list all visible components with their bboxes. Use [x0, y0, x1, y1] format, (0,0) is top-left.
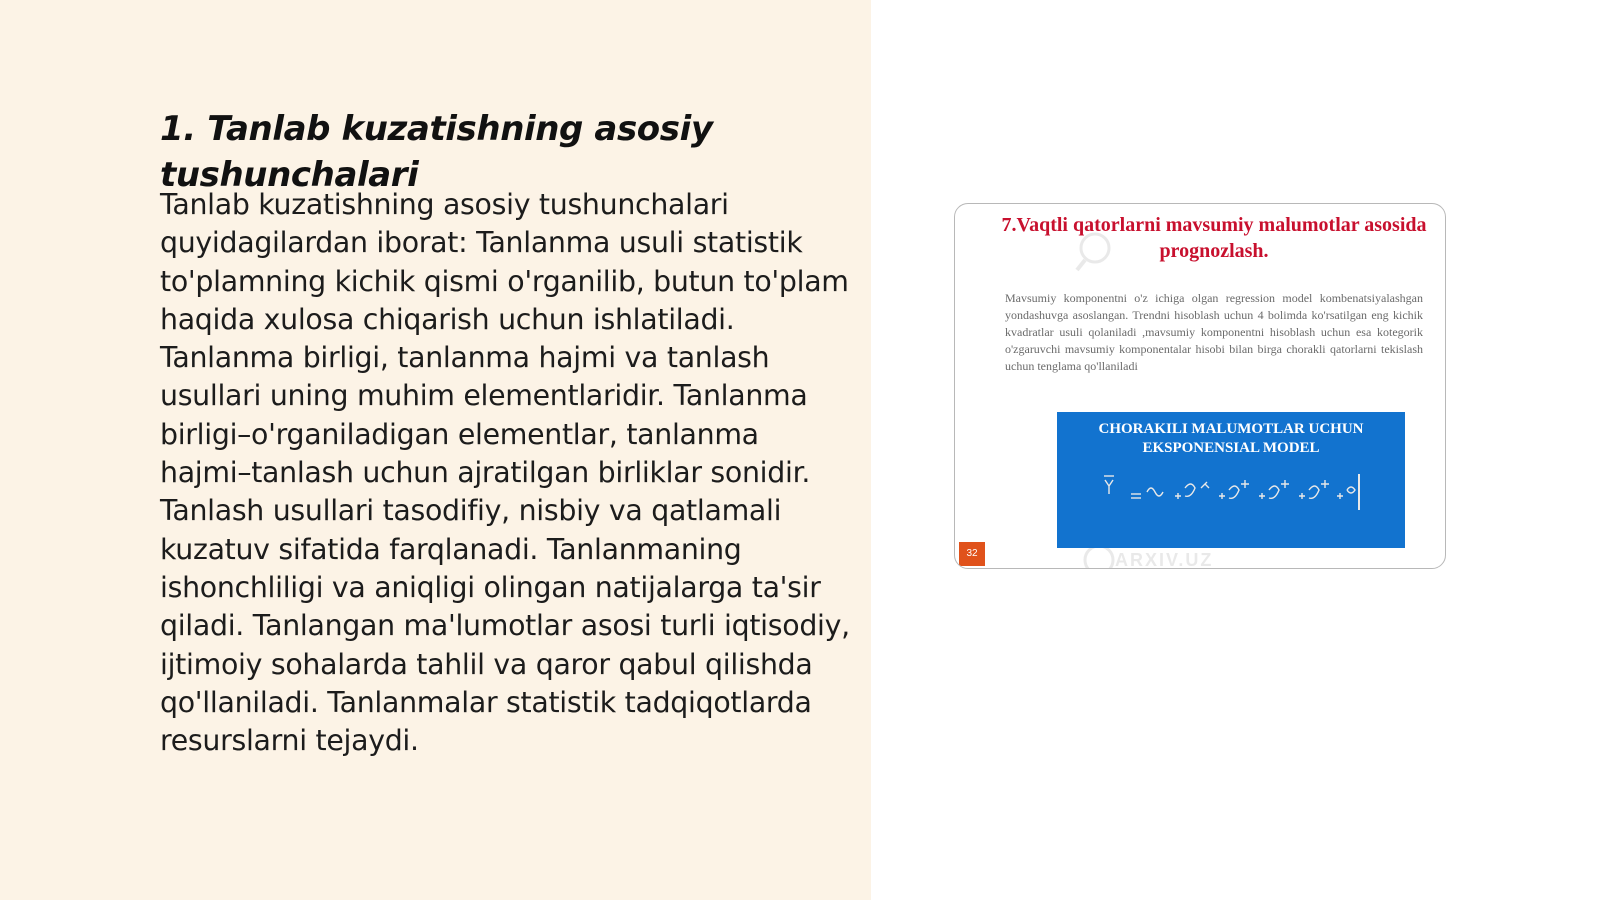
thumbnail-title: 7.Vaqtli qatorlarni mavsumiy malumotlar asosida prognozlash. [1001, 214, 1427, 262]
page-number-badge: 32 [959, 542, 985, 566]
watermark-text: ARXIV.UZ [1115, 550, 1214, 569]
formula-image [1101, 470, 1361, 518]
slide-title: 1. Tanlab kuzatishning asosiy tushunchalari [160, 109, 713, 195]
formula-box [1057, 412, 1405, 548]
slide-body-text: Tanlab kuzatishning asosiy tushunchalari quyidagilardan iborat: Tanlanma usuli statistik to'plamning kichik qismi o'rganilib, butun to'plam haqida xulosa chiqarish uchun ishlatiladi. Tanlanma birligi, tanlanma hajmi va tanlash usullari uning muhim elementlaridir. Tanlanma birligi–o'rganiladigan elementlar, tanlanma hajmi–tanlash uchun ajratilgan birliklar sonidir. Tanlash usullari tasodifiy, nisbiy va qatlamali kuzatuv sifatida farqlanadi. Tanlanmaning ishonchliligi va aniqligi olingan natijalarga ta'sir qiladi. Tanlangan ma'lumotlar asosi turli iqtisodiy, ijtimoiy sohalarda tahlil va qaror qabul qilishda qo'llaniladi. Tanlanmalar statistik tadqiqotlarda resurslarni tejaydi. [160, 188, 850, 758]
thumbnail-paragraph: Mavsumiy komponentni o'z ichiga olgan regression model kombenatsiyalashgan yondashuvga asoslangan. Trendni hisoblash uchun 4 bolimda ko'rsatilgan eng kichik kvadratlar usuli qolaniladi ,mavsumiy komponentni hisoblash uchun esa kotegorik o'zgaruvchi mavsumiy komponentalar hisobi bilan birga chorakli qatorlarni tekislash uchun tenglama qo'llaniladi [1005, 291, 1423, 373]
slide-thumbnail-image [954, 203, 1446, 569]
formula-box-title: CHORAKILI MALUMOTLAR UCHUN EKSPONENSIAL MODEL [1098, 421, 1364, 456]
